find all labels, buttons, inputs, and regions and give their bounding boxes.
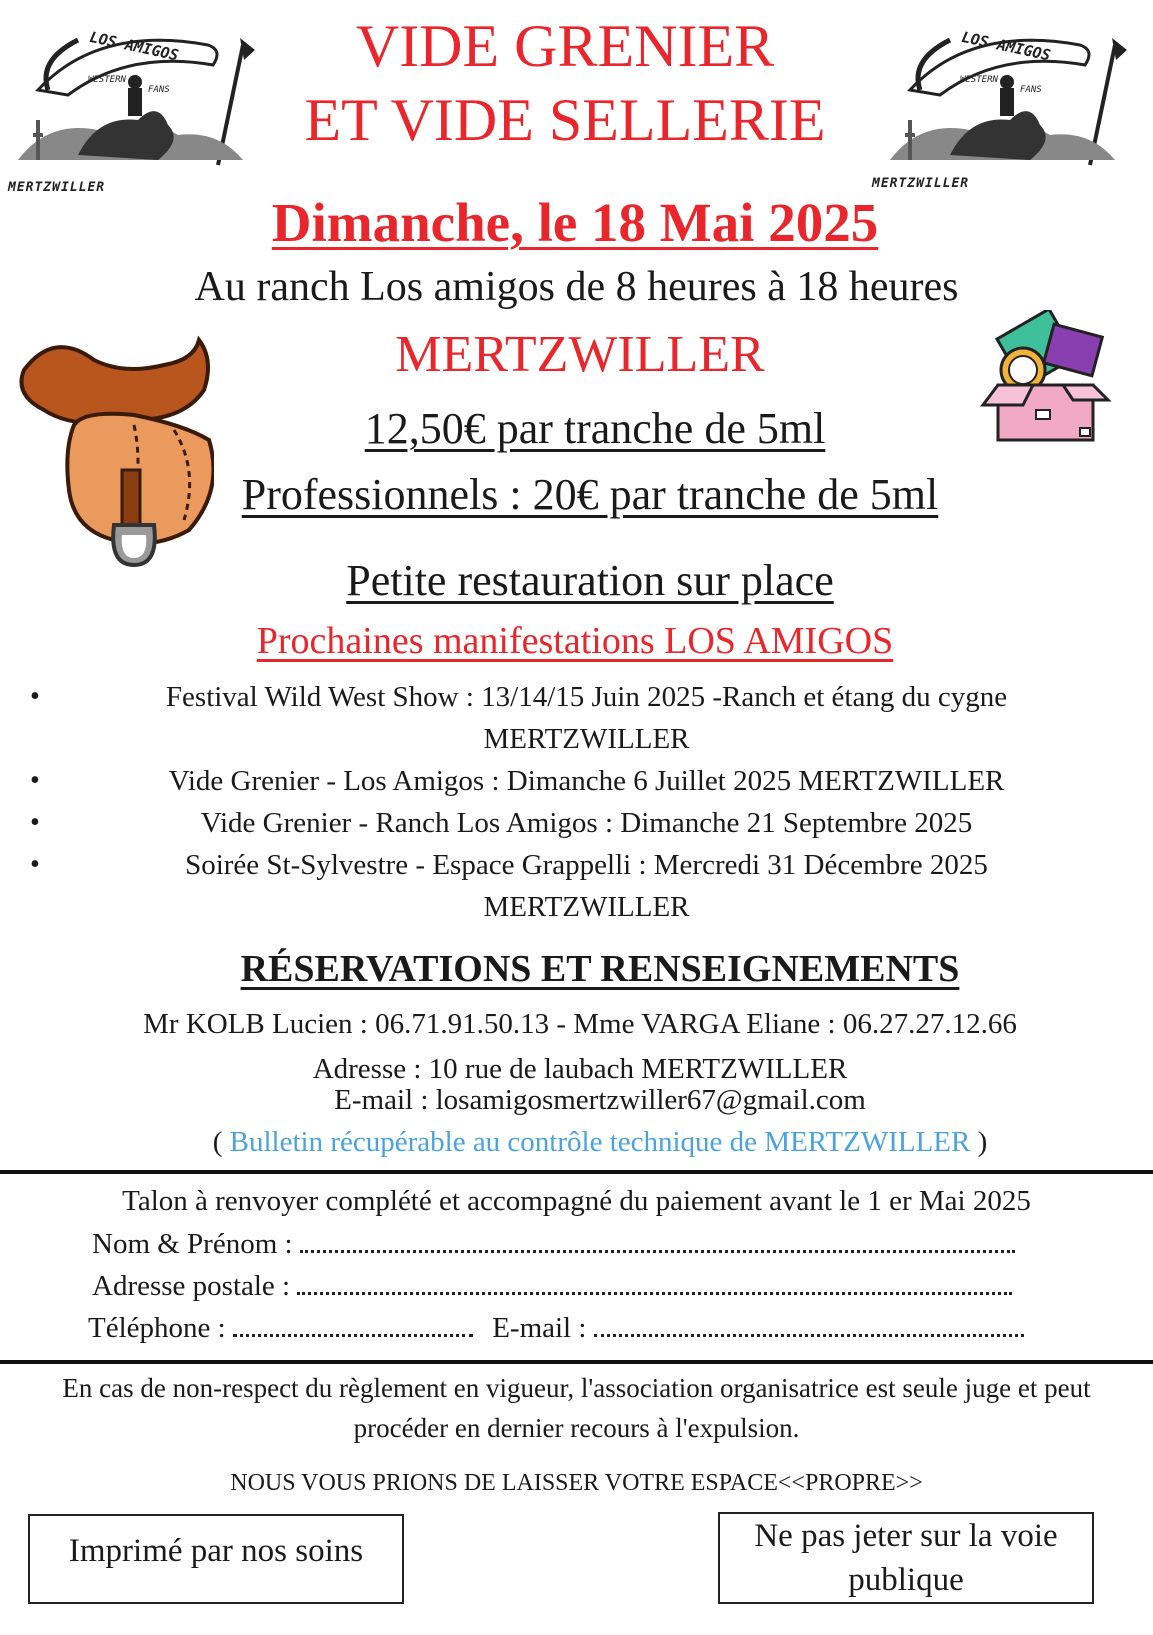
divider bbox=[0, 1360, 1153, 1364]
list-item bbox=[0, 676, 1153, 760]
name-field[interactable] bbox=[300, 1226, 1015, 1253]
phone-field[interactable] bbox=[233, 1310, 473, 1337]
bullet-icon: • bbox=[30, 807, 40, 838]
svg-text:LOS AMIGOS: LOS AMIGOS bbox=[88, 27, 181, 65]
upcoming-events-list bbox=[0, 676, 1153, 928]
svg-text:FANS: FANS bbox=[148, 85, 170, 95]
list-item bbox=[0, 760, 1153, 802]
form-address-row bbox=[92, 1266, 1012, 1306]
bullet-icon: • bbox=[30, 765, 40, 796]
logo-caption-right: MERTZWILLER bbox=[872, 176, 970, 191]
form-name-label: Nom & Prénom : bbox=[92, 1228, 293, 1260]
rules-clean: NOUS VOUS PRIONS DE LAISSER VOTRE ESPACE<<PROPRE>> bbox=[230, 1470, 923, 1496]
list-item bbox=[0, 844, 1153, 928]
bulletin-note bbox=[60, 1120, 1140, 1164]
divider bbox=[0, 1170, 1153, 1174]
svg-text:WESTERN: WESTERN bbox=[88, 75, 126, 85]
event-item-text: Festival Wild West Show : 13/14/15 Juin 2025 -Ranch et étang du cygne MERTZWILLER bbox=[165, 681, 1008, 755]
location-line: Au ranch Los amigos de 8 heures à 18 heures bbox=[194, 264, 959, 310]
printed-by-text: Imprimé par nos soins bbox=[68, 1533, 364, 1569]
contact-phones: Mr KOLB Lucien : 06.71.91.50.13 - Mme VARGA Eliane : 06.27.27.12.66 bbox=[143, 1008, 1017, 1040]
contact-email: E-mail : losamigosmertzwiller67@gmail.com bbox=[334, 1084, 866, 1116]
form-intro: Talon à renvoyer complété et accompagné du paiement avant le 1 er Mai 2025 bbox=[122, 1185, 1031, 1217]
printed-by-box bbox=[28, 1514, 404, 1604]
rules-text: En cas de non-respect du règlement en vigueur, l'association organisatrice est seule juge et peut procéder en dernier recours à l'expulsion. bbox=[62, 1373, 1091, 1443]
town-name: MERTZWILLER bbox=[395, 326, 765, 383]
bulletin-paren-close: ) bbox=[977, 1126, 988, 1158]
moving-box-icon bbox=[978, 310, 1118, 450]
event-item-text: Vide Grenier - Ranch Los Amigos : Dimanche 21 Septembre 2025 bbox=[200, 807, 973, 839]
price-professional: Professionnels : 20€ par tranche de 5ml bbox=[241, 470, 939, 519]
email-field[interactable] bbox=[594, 1310, 1024, 1337]
form-contact-row bbox=[88, 1308, 1024, 1348]
svg-text:LOS AMIGOS: LOS AMIGOS bbox=[960, 27, 1053, 65]
event-date: Dimanche, le 18 Mai 2025 bbox=[271, 192, 879, 253]
upcoming-events-title: Prochaines manifestations LOS AMIGOS bbox=[256, 620, 894, 662]
svg-text:FANS: FANS bbox=[1020, 85, 1042, 95]
svg-text:WESTERN: WESTERN bbox=[960, 75, 998, 85]
no-litter-box bbox=[718, 1512, 1094, 1604]
form-name-row bbox=[92, 1224, 1015, 1264]
bullet-icon: • bbox=[30, 849, 40, 880]
bullet-icon: • bbox=[30, 681, 40, 712]
restauration-note: Petite restauration sur place bbox=[346, 556, 834, 605]
price-individual: 12,50€ par tranche de 5ml bbox=[364, 404, 826, 453]
saddle-icon bbox=[14, 330, 214, 570]
form-address-label: Adresse postale : bbox=[92, 1270, 291, 1302]
bulletin-paren-open: ( bbox=[212, 1126, 223, 1158]
form-email-label: E-mail : bbox=[492, 1312, 587, 1344]
no-litter-text: Ne pas jeter sur la voie publique bbox=[754, 1518, 1058, 1598]
list-item bbox=[0, 802, 1153, 844]
form-phone-label: Téléphone : bbox=[88, 1312, 226, 1344]
title-line-2: ET VIDE SELLERIE bbox=[304, 87, 826, 153]
event-item-text: Soirée St-Sylvestre - Espace Grappelli : Mercredi 31 Décembre 2025 MERTZWILLER bbox=[185, 849, 988, 923]
address-field[interactable] bbox=[297, 1268, 1012, 1295]
title-line-1: VIDE GRENIER bbox=[355, 13, 775, 79]
bulletin-text: Bulletin récupérable au contrôle technique de MERTZWILLER bbox=[229, 1126, 971, 1158]
logo-caption-left: MERTZWILLER bbox=[8, 180, 106, 195]
event-item-text: Vide Grenier - Los Amigos : Dimanche 6 Juillet 2025 MERTZWILLER bbox=[168, 765, 1005, 797]
reservations-title: RÉSERVATIONS ET RENSEIGNEMENTS bbox=[240, 948, 960, 990]
contact-address: Adresse : 10 rue de laubach MERTZWILLER bbox=[312, 1053, 848, 1085]
